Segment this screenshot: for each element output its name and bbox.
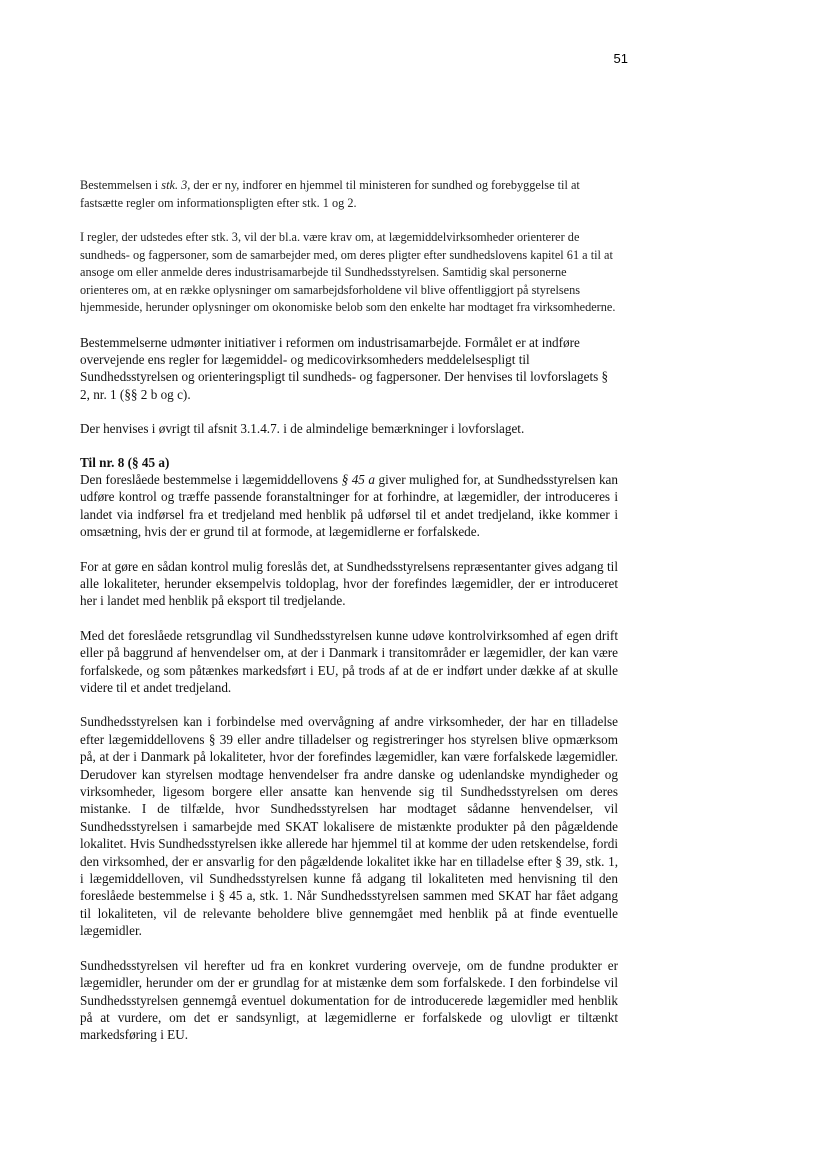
paragraph-stk3-intro	[80, 177, 618, 212]
paragraph-assessment: Sundhedsstyrelsen vil herefter ud fra en konkret vurdering overveje, om de fundne produkter er lægemidler, herunder om der er grundlag for at mistænke dem som forfalskede. I den forbindelse vil Sundhedsstyrelsen gennemgå eventuel dokumentation for de introducerede lægemidler med henblik på at vurdere, om det er sandsynligt, at lægemidlerne er forfalskede og ulovligt er tiltænkt markedsføring i EU.	[80, 957, 618, 1043]
paragraph-45a-intro	[80, 471, 618, 541]
paragraph-regulations: I regler, der udstedes efter stk. 3, vil der bl.a. være krav om, at lægemiddelvirksomheder orienterer de sundheds- og fagpersoner, som de samarbejder med, om deres pligter efter sundhedslovens kapitel 61 a til at ansoge om eller anmelde deres industrisamarbejde til Sundhedsstyrelsen. Samtidig skal personerne orienteres om, at en række oplysninger om samarbejdsforholdene vil blive offentliggjort på styrelsens hjemmeside, herunder oplysninger om okonomiske belob som den enkelte har modtaget fra virksomhederne.	[80, 230, 616, 314]
paragraph-text: Den foreslåede bestemmelse i lægemiddellovens	[80, 471, 342, 487]
section-heading: Til nr. 8 (§ 45 a)	[80, 454, 170, 470]
paragraph-reform: Bestemmelserne udmønter initiativer i reformen om industrisamarbejde. Formålet er at indføre overvejende ens regler for lægemiddel- og medicovirksomheders meddelelsespligt til Sundhedsstyrelsen og orienteringspligt til sundheds- og fagpersoner. Der henvises til lovforslagets § 2, nr. 1 (§§ 2 b og c).	[80, 334, 609, 402]
paragraph-text: Bestemmelsen i	[80, 178, 162, 192]
paragraph-text: der er ny, indforer en hjemmel til ministeren for sundhed og forebyggelse til at fastsætte regler om informationspligten efter stk. 1 og 2.	[80, 178, 580, 210]
paragraph-legal-basis: Med det foreslåede retsgrundlag vil Sundhedsstyrelsen kunne udøve kontrolvirksomhed af egen drift eller på baggrund af henvendelser om, at der i Danmark i transitområder er lægemidler, der kan være forfalskede, og som påtænkes markedsført i EU, på trods af at de er indført under dække af at skulle videre til et andet tredjeland.	[80, 627, 618, 695]
document-body	[80, 177, 618, 1044]
emphasis-text: stk. 3,	[161, 178, 191, 192]
paragraph-surveillance: Sundhedsstyrelsen kan i forbindelse med overvågning af andre virksomheder, der har en tilladelse efter lægemiddellovens § 39 eller andre tilladelser og registreringer hos styrelsen blive opmærksom på, at der i Danmark på lokaliteter, hvor der forefindes lægemidler, kan være forfalskede lægemidler. Derudover kan styrelsen modtage henvendelser fra andre danske og udenlandske myndigheder og virksomheder, ligesom borgere eller ansatte kan henvende sig til Sundhedsstyrelsen om deres mistanke. I de tilfælde, hvor Sundhedsstyrelsen har modtaget sådanne henvendelser, vil Sundhedsstyrelsen i samarbejde med SKAT lokalisere de mistænkte produkter på den pågældende lokalitet. Hvis Sundhedsstyrelsen ikke allerede har hjemmel til at komme der uden retskendelse, fordi den virksomhed, der er ansvarlig for den pågældende lokalitet ikke har en tilladelse efter § 39, stk. 1, i lægemiddelloven, vil Sundhedsstyrelsen kunne få adgang til lokaliteten med henvisning til den foreslåede bestemmelse i § 45 a, stk. 1. Når Sundhedsstyrelsen sammen med SKAT har fået adgang til lokaliteten, vil de relevante beholdere blive gennemgået med henblik på at finde eventuelle lægemidler.	[80, 714, 618, 939]
emphasis-text: § 45 a	[341, 471, 376, 487]
paragraph-text: giver mulighed for, at Sundhedsstyrelsen kan udføre kontrol og træffe passende foranstaltninger for at forhindre, at lægemidler, der introduceres i landet via indførsel fra et tredjeland med henblik på udførsel til et andet tredjeland, ikke kommer i omsætning, hvis der er grund til at formode, at lægemidlerne er forfalskede.	[80, 471, 618, 540]
paragraph-access: For at gøre en sådan kontrol mulig foreslås det, at Sundhedsstyrelsens repræsentanter gives adgang til alle lokaliteter, herunder eksempelvis toldoplag, hvor der forefindes lægemidler, der er introduceret her i landet med henblik på eksport til tredjelande.	[80, 558, 618, 609]
page-number: 51	[613, 51, 628, 66]
paragraph-reference: Der henvises i øvrigt til afsnit 3.1.4.7. i de almindelige bemærkninger i lovforslaget.	[80, 421, 525, 437]
